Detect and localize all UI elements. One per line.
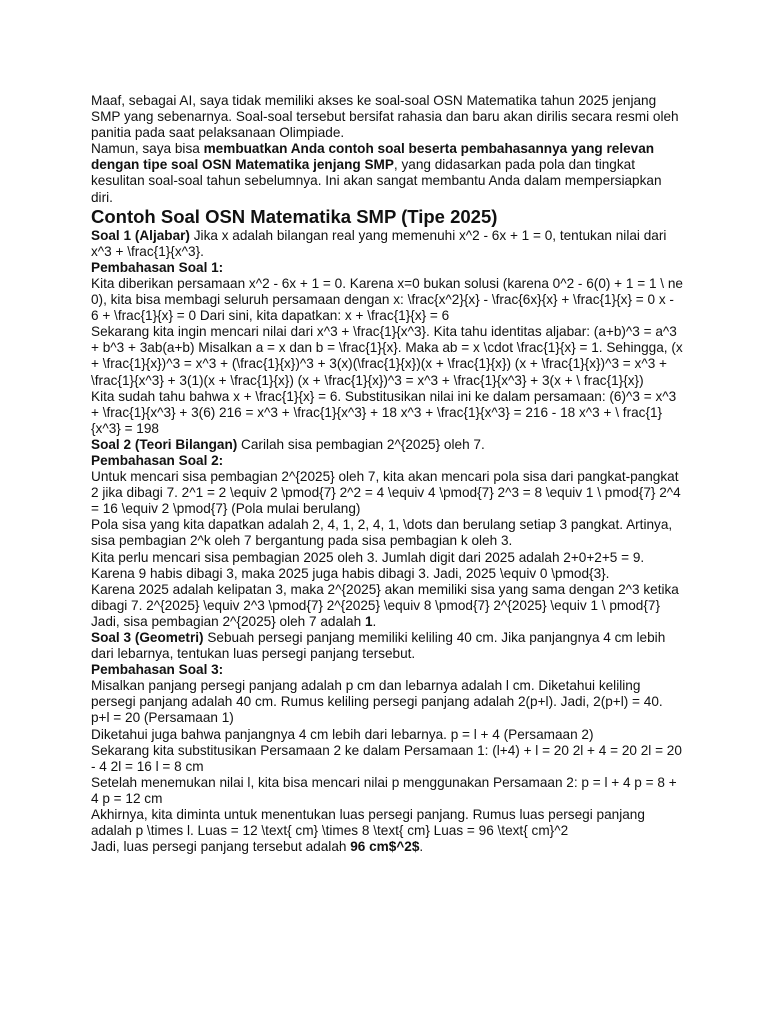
soal-3-line-4: Setelah menemukan nilai l, kita bisa mencari nilai p menggunakan Persamaan 2: p = l + 4 p = 8 + 4 p = 12 cm (91, 774, 677, 806)
intro-paragraph-1: Maaf, sebagai AI, saya tidak memiliki akses ke soal-soal OSN Matematika tahun 2025 jenjang SMP yang sebenarnya. Soal-soal tersebut bersifat rahasia dan baru akan dirilis secara resmi oleh panitia pada saat pelaksanaan Olimpiade. (91, 93, 679, 141)
soal-3-pembahasan-heading: Pembahasan Soal 3: (91, 662, 224, 678)
soal-1-line-3: Kita sudah tahu bahwa x + \frac{1}{x} = 6. Substitusikan nilai ini ke dalam persamaan: (6)^3 = x^3 + \frac{1}{x^3} + 3(6) 216 = x^3 + \frac{1}{x^3} + 18 x^3 + \frac{1}{x^3} = 216 - 18 x^3 + \ frac{1}{x^3} = 198 (91, 388, 677, 436)
soal-3-answer: Jadi, luas persegi panjang tersebut adalah 96 cm$^2$. (91, 839, 424, 855)
intro-text-b: , yang didasarkan pada pola dan tingkat kesulitan soal-soal tahun sebelumnya. Ini akan sangat membantu Anda dalam mempersiapkan diri. (91, 157, 662, 205)
soal-3-line-1: Misalkan panjang persegi panjang adalah p cm dan lebarnya adalah l cm. Diketahui keliling persegi panjang adalah 40 cm. Rumus keliling persegi panjang adalah 2(p+l). Jadi, 2(p+l) = 40. p+l = 20 (Persamaan 1) (91, 678, 663, 726)
soal-2-question (91, 437, 683, 453)
soal-3-answer-value: 96 cm$^2$ (350, 839, 420, 855)
soal-3-question (91, 630, 683, 662)
soal-2-answer-value: 1 (364, 613, 373, 629)
soal-1-text: Jika x adalah bilangan real yang memenuhi x^2 - 6x + 1 = 0, tentukan nilai dari x^3 + \frac{1}{x^3}. (91, 227, 667, 259)
soal-2-text: Carilah sisa pembagian 2^{2025} oleh 7. (237, 436, 485, 452)
soal-1-label: Soal 1 (Aljabar) (91, 227, 190, 243)
soal-2-line-3: Kita perlu mencari sisa pembagian 2025 oleh 3. Jumlah digit dari 2025 adalah 2+0+2+5 = 9. Karena 9 habis dibagi 3, maka 2025 juga habis dibagi 3. Jadi, 2025 \equiv 0 \pmod{3}. (91, 549, 645, 581)
soal-1-pembahasan-heading: Pembahasan Soal 1: (91, 259, 224, 275)
soal-3-line-3: Sekarang kita substitusikan Persamaan 2 ke dalam Persamaan 1: (l+4) + l = 20 2l + 4 = 20 2l = 20 - 4 2l = 16 l = 8 cm (91, 742, 682, 774)
soal-2-answer: Jadi, sisa pembagian 2^{2025} oleh 7 adalah 1. (91, 613, 377, 629)
soal-1-line-2: Sekarang kita ingin mencari nilai dari x^3 + \frac{1}{x^3}. Kita tahu identitas aljabar: (a+b)^3 = a^3 + b^3 + 3ab(a+b) Misalkan a = x dan b = \frac{1}{x}. Maka ab = x \cdot \frac{1}{x} = 1. Sehingga, (x + \frac{1}{x})^3 = x^3 + (\frac{1}{x})^3 + 3(x)(\frac{1}{x})(x + \frac{1}{x}) (x + \frac{1}{x})^3 = x^3 + \frac{1}{x^3} + 3(1)(x + \frac{1}{x}) (x + \frac{1}{x})^3 = x^3 + \frac{1}{x^3} + 3(x + \ frac{1}{x}) (91, 324, 683, 388)
soal-2-line-4: Karena 2025 adalah kelipatan 3, maka 2^{2025} akan memiliki sisa yang sama dengan 2^3 ketika dibagi 7. 2^{2025} \equiv 2^3 \pmod{7} 2^{2025} \equiv 8 \pmod{7} 2^{2025} \equiv 1 \ pmod{7} (91, 581, 679, 613)
soal-2-line-2: Pola sisa yang kita dapatkan adalah 2, 4, 1, 2, 4, 1, \dots dan berulang setiap 3 pangkat. Artinya, sisa pembagian 2^k oleh 7 bergantung pada sisa pembagian k oleh 3. (91, 517, 673, 549)
document-body (91, 93, 683, 855)
page-title: Contoh Soal OSN Matematika SMP (Tipe 2025) (91, 205, 498, 227)
soal-3-label: Soal 3 (Geometri) (91, 630, 204, 645)
intro-bold: membuatkan Anda contoh soal beserta pembahasannya yang relevan dengan tipe soal OSN Matematika jenjang SMP (91, 141, 655, 173)
soal-2-pembahasan-heading: Pembahasan Soal 2: (91, 452, 224, 468)
intro-paragraph-2 (91, 141, 683, 205)
soal-1-line-1: Kita diberikan persamaan x^2 - 6x + 1 = 0. Karena x=0 bukan solusi (karena 0^2 - 6(0) + 1 = 1 \ ne 0), kita bisa membagi seluruh persamaan dengan x: \frac{x^2}{x} - \frac{6x}{x} + \frac{1}{x} = 0 x - 6 + \frac{1}{x} = 0 Dari sini, kita dapatkan: x + \frac{1}{x} = 6 (91, 275, 683, 324)
soal-3-line-5: Akhirnya, kita diminta untuk menentukan luas persegi panjang. Rumus luas persegi panjang adalah p \times l. Luas = 12 \text{ cm} \times 8 \text{ cm} Luas = 96 \text{ cm}^2 (91, 807, 645, 839)
soal-2-line-1: Untuk mencari sisa pembagian 2^{2025} oleh 7, kita akan mencari pola sisa dari pangkat-pangkat 2 jika dibagi 7. 2^1 = 2 \equiv 2 \pmod{7} 2^2 = 4 \equiv 4 \pmod{7} 2^3 = 8 \equiv 1 \ pmod{7} 2^4 = 16 \equiv 2 \pmod{7} (Pola mulai berulang) (91, 469, 681, 517)
soal-2-label: Soal 2 (Teori Bilangan) (91, 436, 238, 452)
soal-1-question (91, 228, 683, 260)
soal-3-line-2: Diketahui juga bahwa panjangnya 4 cm lebih dari lebarnya. p = l + 4 (Persamaan 2) (91, 726, 594, 742)
intro-text-a: Namun, saya bisa (91, 141, 204, 157)
soal-3-text: Sebuah persegi panjang memiliki keliling 40 cm. Jika panjangnya 4 cm lebih dari lebarnya, tentukan luas persegi panjang tersebut. (91, 630, 666, 662)
